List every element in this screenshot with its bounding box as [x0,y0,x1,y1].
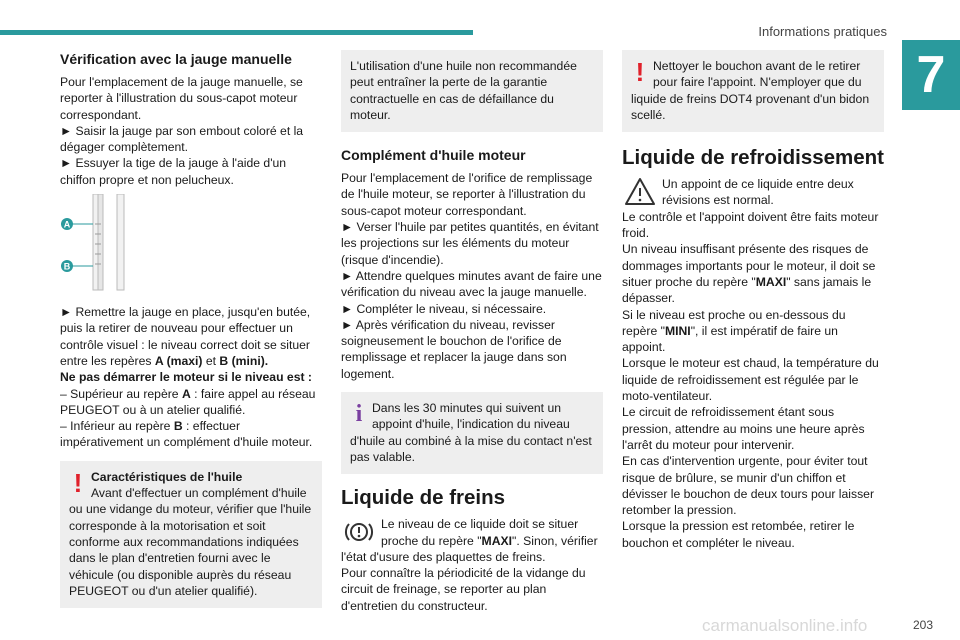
box-text: Avant d'effectuer un complément d'huile ou une vidange du moteur, vérifier que l'huile corresponde à la motorisation et soit conforme aux recommandations indiquées dans le plan d'entretien fourni avec le véhicule (ou disponible auprès du réseau PEUGEOT ou d'un atelier qualifié). [69,486,312,598]
heading-manual-gauge: Vérification avec la jauge manuelle [60,51,292,67]
marker-b: B [63,261,71,272]
step: ► Remettre la jauge en place, jusqu'en butée, puis la retirer de nouveau pour effectuer un contrôle visuel : le niveau correct doit se situer entre les repères A (maxi) et B (mini). [60,305,311,368]
dipstick-illustration [60,194,322,294]
paragraph: En cas d'intervention urgente, pour éviter tout risque de brûlure, se munir d'un chiffon et dévisser le bouchon de deux tours pour laisser retomber la pression. [622,454,875,518]
paragraph: Le contrôle et l'appoint doivent être faits moteur froid. [622,209,879,241]
paragraph: Un niveau insuffisant présente des risques de dommages importants pour le moteur, il doit se situer proche du repère "MAXI" sans jamais le dépasser. [622,242,876,306]
list-item: – Supérieur au repère A : faire appel au réseau PEUGEOT ou à un atelier qualifié. [60,386,316,417]
step: ► Compléter le niveau, si nécessaire. [341,301,547,316]
chapter-number: 7 [902,40,960,110]
paragraph: Pour l'emplacement de la jauge manuelle, se reporter à l'illustration du sous-capot moteur correspondant. [60,75,303,122]
paragraph: Lorsque la pression est retombée, retirer le bouchon et compléter le niveau. [622,519,855,550]
box-title: Caractéristiques de l'huile [91,469,243,484]
page-number: 203 [912,618,933,632]
step: ► Attendre quelques minutes avant de faire une vérification du niveau avec la jauge manuelle. [341,268,602,300]
brake-paragraph: Le niveau de ce liquide doit se situer proche du repère "MAXI". Sinon, vérifier l'état d'usure des plaquettes de freins. [341,517,598,564]
warning-exclamation-icon: ! [73,467,83,498]
section-title: Informations pratiques [758,24,887,39]
watermark: carmanualsonline.info [702,616,868,635]
step: ► Verser l'huile par petites quantités, en évitant les projections sur les éléments du moteur (risque d'incendie). [341,220,599,267]
paragraph: Si le niveau est proche ou en-dessous du repère "MINI", il est impératif de faire un appoint. [622,307,846,355]
brake-warning-icon [341,516,377,548]
coolant-note: Un appoint de ce liquide entre deux révisions est normal. [622,176,884,209]
paragraph: Pour connaître la périodicité de la vidange du circuit de freinage, se reporter au plan d'entretien du constructeur. [341,566,586,613]
warning-bold: Ne pas démarrer le moteur si le niveau est : [60,370,312,385]
paragraph: Lorsque le moteur est chaud, la température du liquide de refroidissement est régulée par le moto-ventilateur. [622,356,879,404]
marker-a: A [63,219,71,230]
paragraph: Le circuit de refroidissement étant sous pression, attendre au moins une heure après l'arrêt du moteur pour intervenir. [622,405,865,452]
info-icon: i [355,401,363,428]
step: ► Saisir la jauge par son embout coloré et la dégager complètement. [60,123,304,155]
warning-box-brake-cap: ! Nettoyer le bouchon avant de le retirer pour faire l'appoint. N'employer que du liquide de freins DOT4 provenant d'un bidon scellé. [622,50,884,132]
warning-triangle-icon [622,176,658,208]
info-box-oil-level: i Dans les 30 minutes qui suivent un appoint d'huile, l'indication du niveau d'huile au combiné à la mise du contact n'est pas valable. [341,392,603,474]
list-item: – Inférieur au repère B : effectuer impérativement un complément d'huile moteur. [60,419,313,450]
heading-oil-topup: Complément d'huile moteur [341,147,526,164]
column-3 [622,50,884,551]
note-box-warranty: L'utilisation d'une huile non recommandée peut entraîner la perte de la garantie contractuelle en cas de défaillance du moteur. [341,50,603,132]
column-1 [60,50,322,608]
column-2 [341,50,603,614]
paragraph: Pour l'emplacement de l'orifice de remplissage de l'huile moteur, se reporter à l'illustration du sous-capot moteur correspondant. [341,171,593,218]
step: ► Essuyer la tige de la jauge à l'aide d'un chiffon propre et non pelucheux. [60,156,287,187]
step: ► Après vérification du niveau, revisser soigneusement le bouchon de l'orifice de remplissage et replacer la jauge dans son logement. [341,317,567,381]
heading-coolant: Liquide de refroidissement [622,146,884,170]
warning-exclamation-icon: ! [635,57,645,87]
heading-brake-fluid: Liquide de freins [341,486,506,510]
header-accent-bar [0,30,473,35]
warning-box-oil [60,461,322,608]
